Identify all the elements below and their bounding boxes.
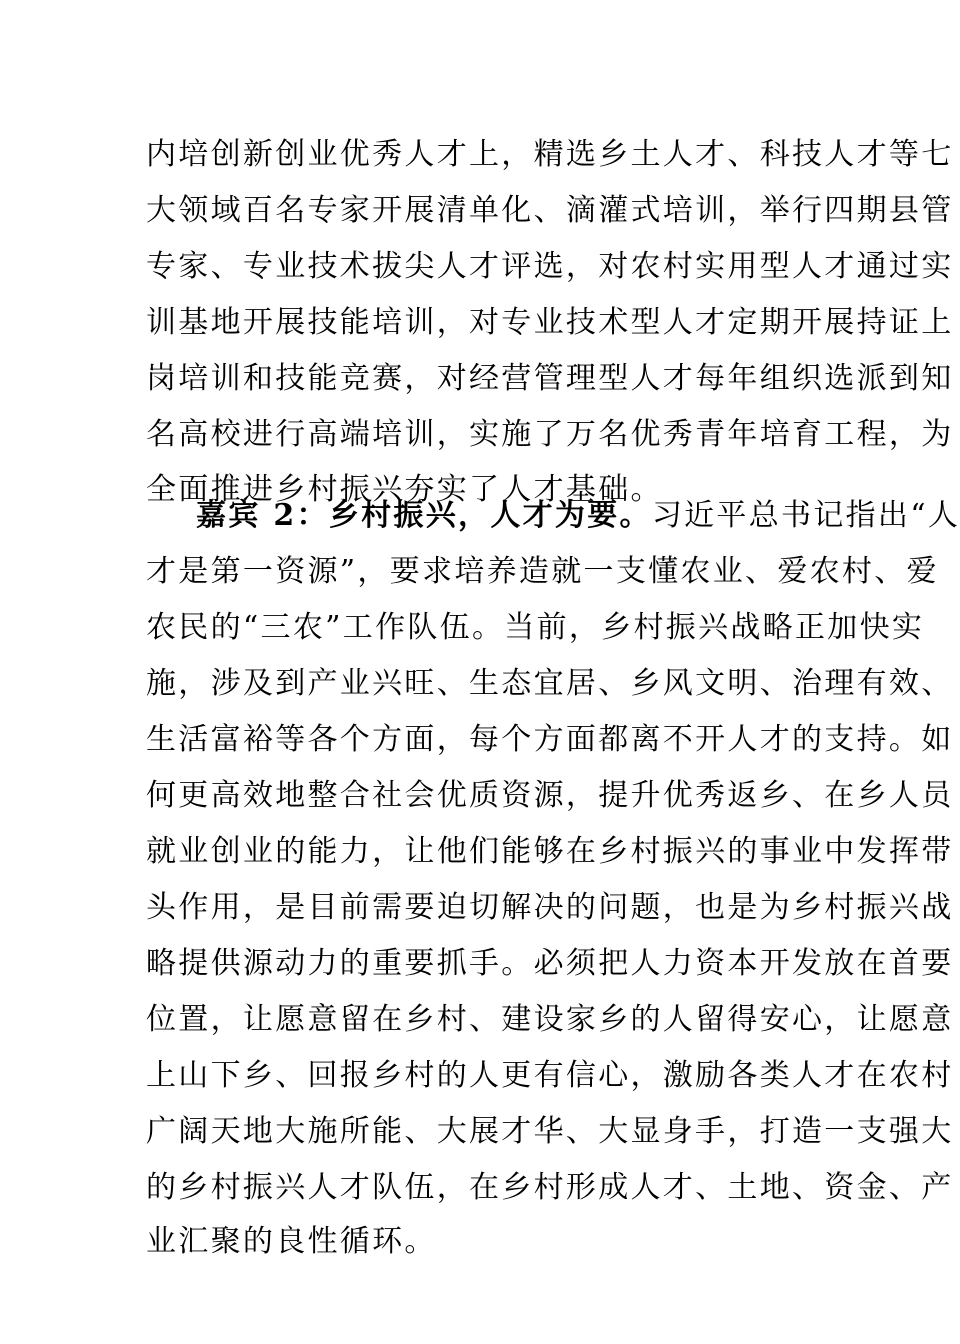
text-line: 略提供源动力的重要抓手。必须把人力资本开发放在首要 bbox=[146, 946, 954, 981]
text-line: 生活富裕等各个方面，每个方面都离不开人才的支持。如 bbox=[146, 722, 954, 757]
text-line: 专家、专业技术拔尖人才评选，对农村实用型人才通过实 bbox=[146, 249, 954, 284]
text-line: 岗培训和技能竞赛，对经营管理型人才每年组织选派到知 bbox=[146, 361, 954, 396]
text-line: 上山下乡、回报乡村的人更有信心，激励各类人才在农村 bbox=[146, 1058, 954, 1093]
first-line-rest: 习近平总书记指出“人 bbox=[651, 498, 960, 533]
text-line: 大领域百名专家开展清单化、滴灌式培训，举行四期县管 bbox=[146, 193, 954, 228]
text-line: 位置，让愿意留在乡村、建设家乡的人留得安心，让愿意 bbox=[146, 1002, 954, 1037]
text-line: 何更高效地整合社会优质资源，提升优秀返乡、在乡人员 bbox=[146, 778, 954, 813]
text-line: 的乡村振兴人才队伍，在乡村形成人才、土地、资金、产 bbox=[146, 1170, 954, 1205]
text-line: 名高校进行高端培训，实施了万名优秀青年培育工程，为 bbox=[146, 417, 954, 452]
text-line: 才是第一资源”，要求培养造就一支懂农业、爱农村、爱 bbox=[146, 554, 939, 589]
text-line-first bbox=[196, 496, 960, 536]
text-line: 头作用，是目前需要迫切解决的问题，也是为乡村振兴战 bbox=[146, 890, 954, 925]
text-line: 广阔天地大施所能、大展才华、大显身手，打造一支强大 bbox=[146, 1114, 954, 1149]
speaker-lead: 嘉宾 2：乡村振兴，人才为要。 bbox=[196, 498, 652, 533]
text-line: 就业创业的能力，让他们能够在乡村振兴的事业中发挥带 bbox=[146, 834, 954, 869]
text-line: 训基地开展技能培训，对专业技术型人才定期开展持证上 bbox=[146, 305, 954, 340]
text-line: 业汇聚的良性循环。 bbox=[146, 1224, 437, 1259]
text-line: 内培创新创业优秀人才上，精选乡土人才、科技人才等七 bbox=[146, 137, 954, 172]
text-line: 全面推进乡村振兴夯实了人才基础。 bbox=[146, 472, 663, 507]
text-line: 农民的“三农”工作队伍。当前，乡村振兴战略正加快实 bbox=[146, 610, 925, 645]
text-line: 施，涉及到产业兴旺、生态宜居、乡风文明、治理有效、 bbox=[146, 666, 954, 701]
